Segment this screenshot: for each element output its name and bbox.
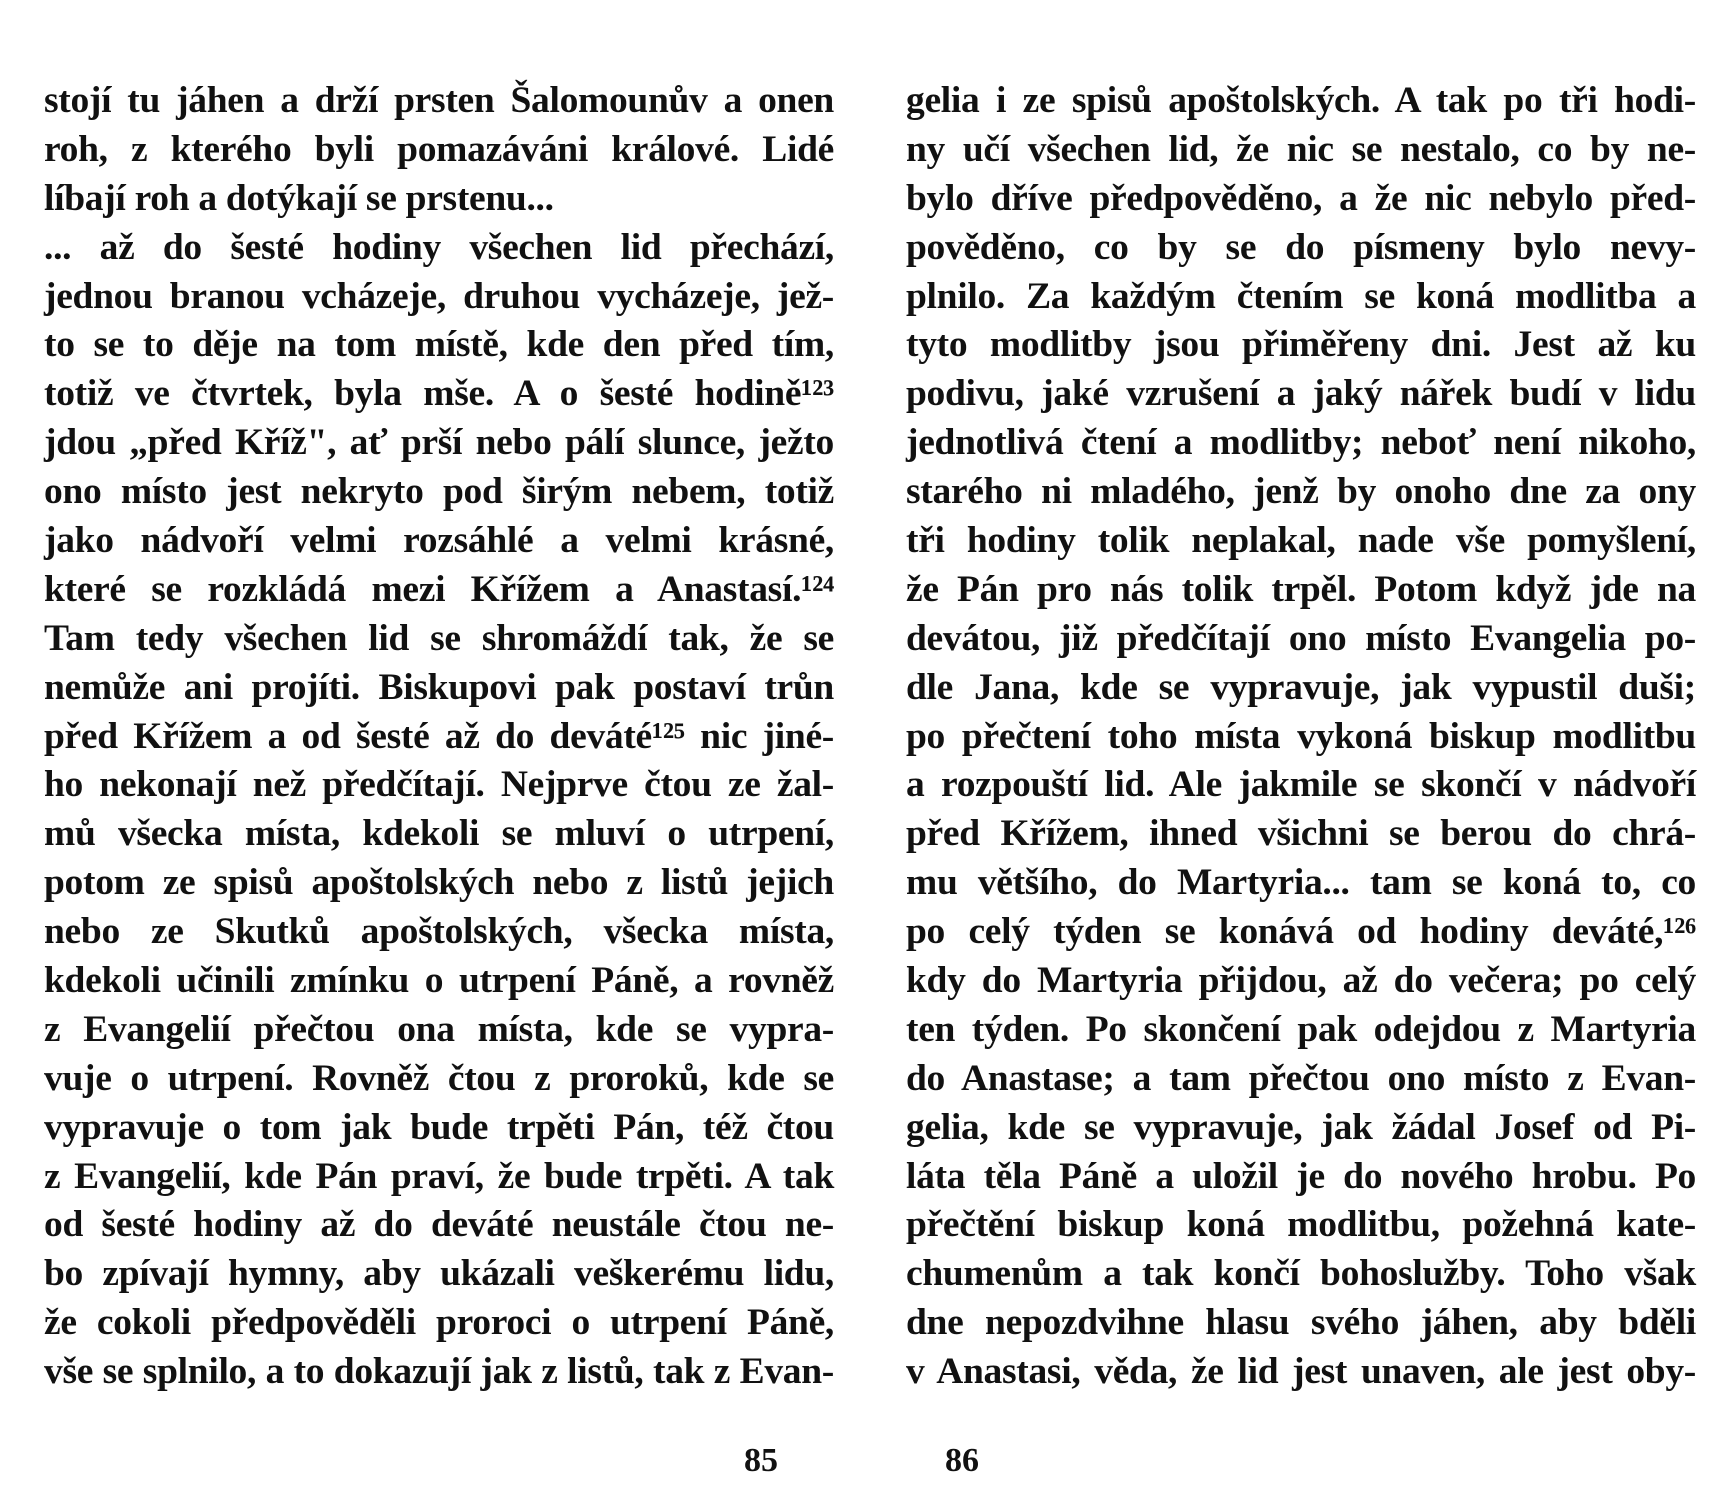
text-line: před Křížem a od šesté až do deváté¹²⁵ nic jiné- [44, 715, 834, 757]
right-page-number: 86 [945, 1442, 979, 1479]
text-line: jednotlivá čtení a modlitby; neboť není nikoho, [906, 422, 1696, 464]
text-line: kdekoli učinili zmínku o utrpení Páně, a rovněž [44, 960, 834, 1002]
text-line: devátou, již předčítají ono místo Evangelia po- [906, 617, 1696, 659]
text-line: a rozpouští lid. Ale jakmile se skončí v nádvoří [906, 764, 1696, 806]
text-line: ono místo jest nekryto pod širým nebem, totiž [44, 471, 834, 513]
text-line: tři hodiny tolik neplakal, nade vše pomyšlení, [906, 520, 1696, 562]
text-line: před Křížem, ihned všichni se berou do chrá- [906, 813, 1696, 855]
text-line: totiž ve čtvrtek, byla mše. A o šesté hodině¹²³ [44, 373, 834, 415]
text-line: roh, z kterého byli pomazáváni králové. Lidé [44, 128, 834, 170]
left-page-text [44, 77, 834, 1397]
text-line: jdou „před Kříž", ať prší nebo pálí slunce, ježto [44, 422, 834, 464]
text-line: láta těla Páně a uložil je do nového hrobu. Po [906, 1155, 1696, 1197]
text-line: vše se splnilo, a to dokazují jak z listů, tak z Evan- [44, 1351, 834, 1393]
text-line: ho nekonají než předčítají. Nejprve čtou ze žal- [44, 764, 834, 806]
text-line: chumenům a tak končí bohoslužby. Toho však [906, 1253, 1696, 1295]
text-line: gelia, kde se vypravuje, jak žádal Josef od Pi- [906, 1106, 1696, 1148]
text-line: jednou branou vcházeje, druhou vycházeje, jež- [44, 275, 834, 317]
text-line: že cokoli předpověděli proroci o utrpení Páně, [44, 1302, 834, 1344]
text-line: přečtění biskup koná modlitbu, požehná kate- [906, 1204, 1696, 1246]
text-line: starého ni mladého, jenž by onoho dne za ony [906, 471, 1696, 513]
text-line: gelia i ze spisů apoštolských. A tak po tři hodi- [906, 80, 1696, 121]
text-line: které se rozkládá mezi Křížem a Anastasí.¹²⁴ [44, 568, 834, 610]
text-line: mů všecka místa, kdekoli se mluví o utrpení, [44, 813, 834, 855]
text-line: pověděno, co by se do písmeny bylo nevy- [906, 226, 1696, 268]
text-line: ... až do šesté hodiny všechen lid přechází, [44, 226, 834, 268]
right-page [859, 0, 1718, 1500]
text-line: z Evangelií, kde Pán praví, že bude trpěti. A tak [44, 1155, 834, 1197]
text-line: mu většího, do Martyria... tam se koná to, co [906, 862, 1696, 904]
text-line: to se to děje na tom místě, kde den před tím, [44, 324, 834, 366]
text-line: nemůže ani projíti. Biskupovi pak postaví trůn [44, 666, 834, 708]
text-line: ny učí všechen lid, že nic se nestalo, co by ne- [906, 128, 1696, 170]
text-line: od šesté hodiny až do deváté neustále čtou ne- [44, 1204, 834, 1246]
text-line: vuje o utrpení. Rovněž čtou z proroků, kde se [44, 1057, 834, 1099]
text-line: jako nádvoří velmi rozsáhlé a velmi krásné, [44, 520, 834, 562]
text-line: tyto modlitby jsou přiměřeny dni. Jest až ku [906, 324, 1696, 366]
text-line: dle Jana, kde se vypravuje, jak vypustil duši; [906, 666, 1696, 708]
left-page-number: 85 [744, 1442, 778, 1479]
text-line: plnilo. Za každým čtením se koná modlitba a [906, 275, 1696, 317]
text-line: v Anastasi, věda, že lid jest unaven, ale jest oby- [906, 1351, 1696, 1393]
text-line: líbají roh a dotýkají se prstenu... [44, 177, 554, 219]
text-line: z Evangelií přečtou ona místa, kde se vypra- [44, 1008, 834, 1050]
text-line: podivu, jaké vzrušení a jaký nářek budí v lidu [906, 373, 1696, 415]
text-line: dne nepozdvihne hlasu svého jáhen, aby bděli [906, 1302, 1696, 1344]
text-line: bylo dříve předpověděno, a že nic nebylo před- [906, 177, 1696, 219]
text-line: kdy do Martyria přijdou, až do večera; po celý [906, 960, 1696, 1002]
text-line: potom ze spisů apoštolských nebo z listů jejich [44, 862, 834, 904]
text-line: po celý týden se konává od hodiny deváté,¹²⁶ [906, 911, 1696, 953]
text-line: nebo ze Skutků apoštolských, všecka místa, [44, 911, 834, 953]
text-line: po přečtení toho místa vykoná biskup modlitbu [906, 715, 1696, 757]
text-line: ten týden. Po skončení pak odejdou z Martyria [906, 1008, 1696, 1050]
text-line: Tam tedy všechen lid se shromáždí tak, že se [44, 617, 834, 659]
text-line: bo zpívají hymny, aby ukázali veškerému lidu, [44, 1253, 834, 1295]
text-line: vypravuje o tom jak bude trpěti Pán, též čtou [44, 1106, 834, 1148]
right-page-text [906, 77, 1696, 1397]
text-line: stojí tu jáhen a drží prsten Šalomounův a onen [44, 80, 834, 121]
text-line: že Pán pro nás tolik trpěl. Potom když jde na [906, 568, 1696, 610]
text-line: do Anastase; a tam přečtou ono místo z Evan- [906, 1057, 1696, 1099]
